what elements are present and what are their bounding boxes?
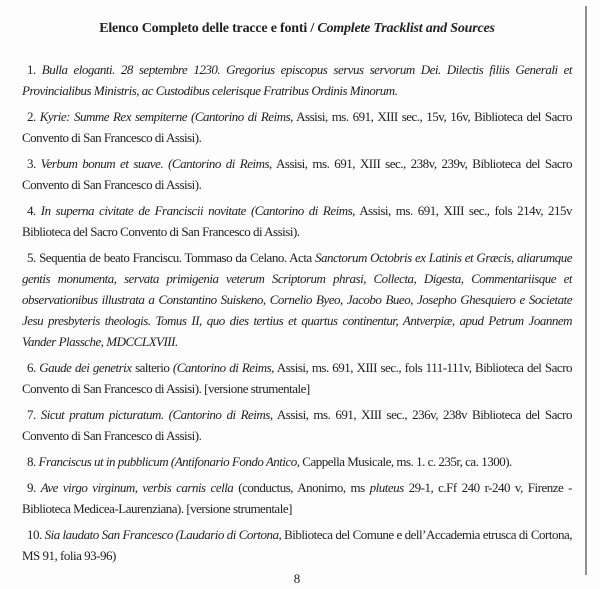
track-number: 2.	[27, 109, 40, 124]
track-text-italic: Ave virgo virginum, verbis carnis cella	[40, 480, 234, 495]
track-entry	[22, 200, 572, 242]
track-text-italic: pluteus	[369, 480, 404, 495]
track-entry	[22, 106, 572, 148]
track-text-roman: Assisi, ms. 691, XIII sec., fols 214v, 215v Biblioteca del Sacro Convento di San Francesco di Assisi).	[22, 203, 572, 239]
track-text-italic: Gaude dei genetrix	[39, 360, 132, 375]
track-text-roman: Biblioteca del Comune e dell’Accademia etrusca di Cortona, MS 91, folia 93-96)	[22, 527, 573, 563]
track-entry	[22, 451, 572, 472]
track-text-roman: salterio	[131, 360, 173, 375]
track-number: 10.	[27, 527, 45, 542]
track-entry	[22, 524, 572, 566]
page-title-separator: /	[307, 21, 318, 36]
track-text-italic: Sia laudato San Francesco (Laudario di Cortona,	[44, 527, 282, 542]
track-text-roman: Cappella Musicale, ms. 1. c. 235r, ca. 1300).	[299, 454, 512, 469]
track-list	[22, 59, 572, 566]
track-text-roman: Sequentia de beato Franciscu. Tommaso da Celano. Acta	[39, 250, 316, 265]
page-number: 8	[293, 571, 301, 586]
track-text-roman: (conductus, Anonimo, ms	[233, 480, 370, 495]
track-number: 4.	[27, 203, 41, 218]
track-entry	[22, 247, 572, 352]
track-number: 3.	[27, 156, 41, 171]
track-number: 1.	[27, 62, 42, 77]
track-text-italic: Sicut pratum picturatum. (Cantorino di Reims,	[40, 407, 273, 422]
track-text-italic: Verbum bonum et suave. (Cantorino di Reims,	[40, 156, 272, 171]
track-number: 6.	[27, 360, 40, 375]
track-text-roman: Assisi, ms. 691, XIII sec., 236v, 238v Biblioteca del Sacro Convento di San Francesco di Assisi).	[22, 407, 572, 443]
track-number: 7.	[27, 407, 41, 422]
page-title	[22, 18, 572, 39]
track-text-italic: In superna civitate de Franciscii novitate (Cantorino di Reims,	[40, 203, 355, 218]
track-number: 8.	[27, 454, 39, 469]
track-text-italic: Bulla eloganti. 28 septembre 1230. Gregorius episcopus servus servorum Dei. Dilectis filiis Generali et Provincialibus Ministris, ac Custodibus celerisque Fratribus Ordinis Minorum.	[22, 62, 572, 98]
track-entry	[22, 357, 572, 399]
track-text-roman: Assisi, ms. 691, XIII sec., 238v, 239v, Biblioteca del Sacro Convento di San Francesco di Assisi).	[22, 156, 572, 192]
track-text-roman: Assisi, ms. 691, XIII sec., 15v, 16v, Biblioteca del Sacro Convento di San Francesco di Assisi).	[22, 109, 572, 145]
track-entry	[22, 404, 572, 446]
track-text-italic: Franciscus ut in pubblicum (Antifonario Fondo Antico,	[38, 454, 300, 469]
track-entry	[22, 153, 572, 195]
track-entry	[22, 59, 572, 101]
track-number: 5.	[27, 250, 40, 265]
track-text-italic: (Cantorino di Reims,	[172, 360, 274, 375]
track-text-roman: Assisi, ms. 691, XIII sec., fols 111-111v, Biblioteca del Sacro Convento di San Francesco di Assisi). [versione strumentale]	[22, 360, 573, 396]
track-number: 9.	[27, 480, 41, 495]
track-text-roman: 29-1, c.Ff 240 r-240 v, Firenze - Biblioteca Medicea-Laurenziana). [versione strumentale]	[22, 480, 573, 516]
page-title-italian: Elenco Completo delle tracce e fonti	[99, 21, 308, 36]
page-title-english: Complete Tracklist and Sources	[317, 21, 495, 36]
page-edge-line	[585, 6, 587, 575]
track-text-italic: Sanctorum Octobris ex Latinis et Græcis, aliarumque gentis monumenta, servata primigenia veterum Scriptorum phrasi, Collecta, Digesta, Commentariisque et observationibus illustrata a Constantino Suiskeno, Cornelio Byeo, Jacobo Bueo, Josepho Ghesquiero e Societate Jesu presbyteris theologis. Tomus II, quo dies tertius et quartus continentur, Antverpiæ, apud Petrum Joannem Vander Plassche, MDCCLXVIII.	[22, 250, 572, 349]
track-entry	[22, 477, 572, 519]
track-text-italic: Kyrie: Summe Rex sempiterne (Cantorino di Reims,	[39, 109, 293, 124]
